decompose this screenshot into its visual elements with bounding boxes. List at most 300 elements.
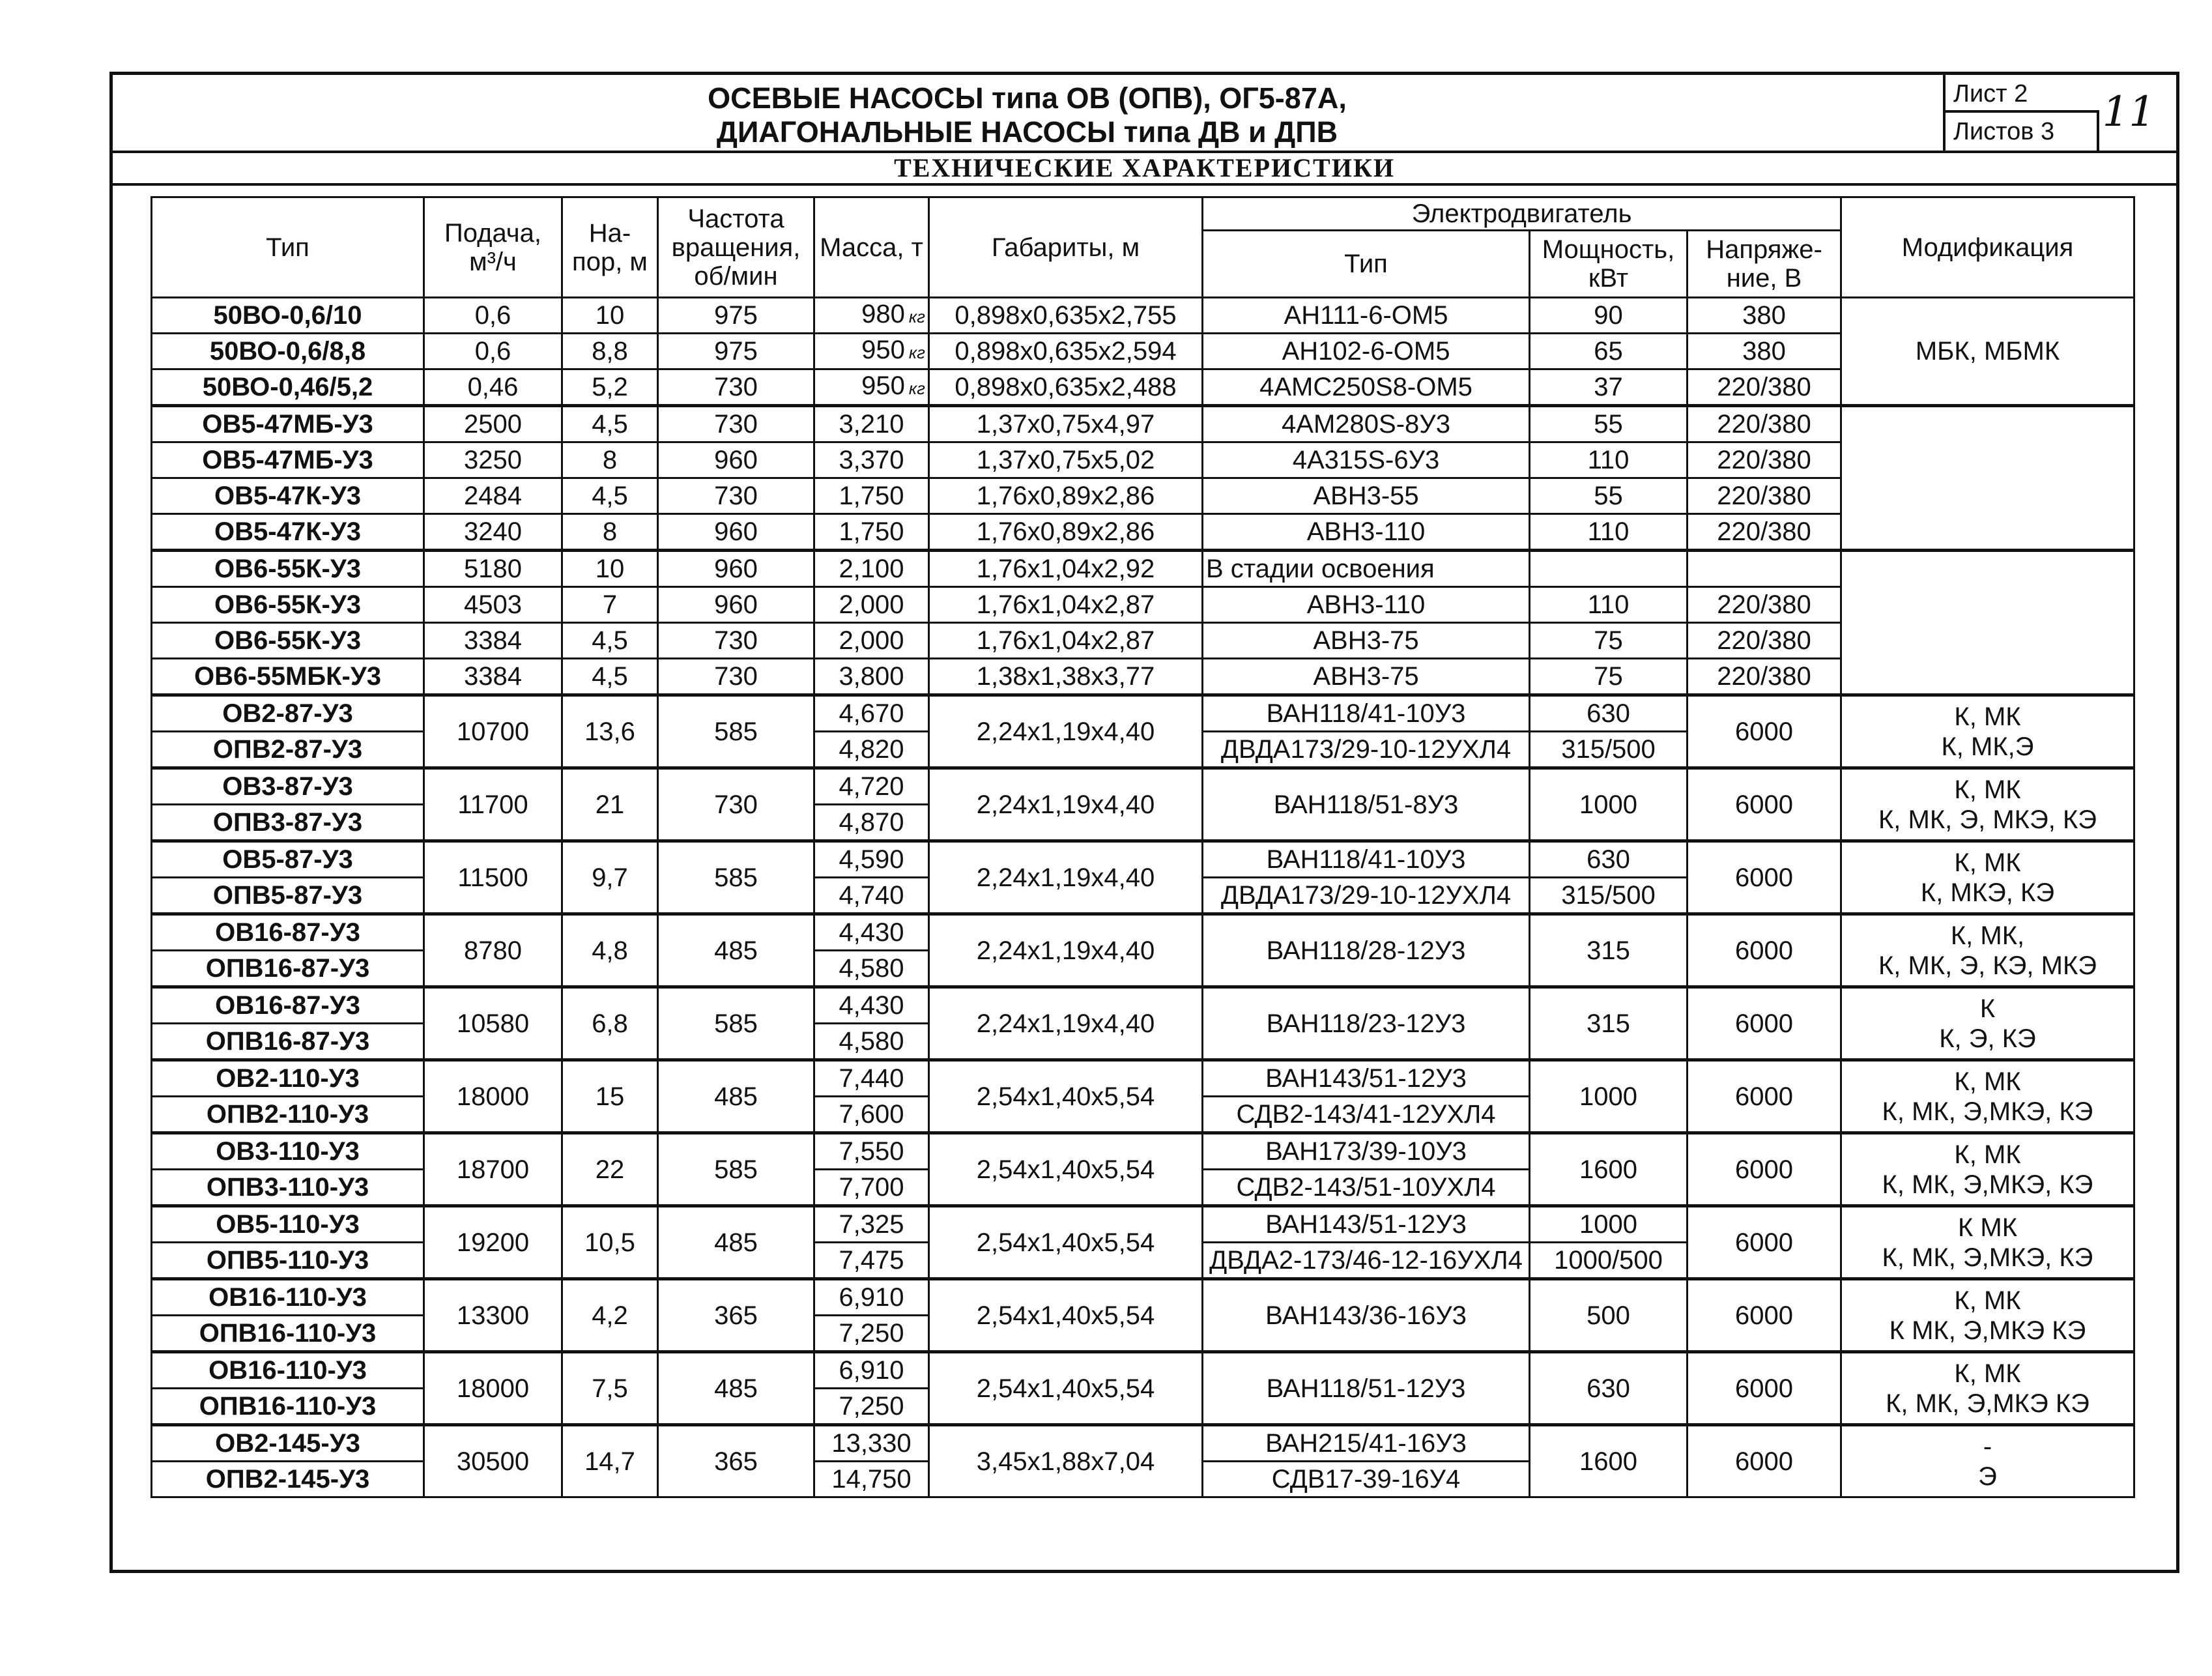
mass-value [814, 442, 929, 478]
mass-value: 7,325 [814, 1206, 929, 1243]
modification-value: МБК, МБМК [1841, 298, 2134, 406]
power-value: 315 [1530, 914, 1688, 987]
power-value: 55 [1530, 478, 1688, 514]
modification-value [1841, 695, 2134, 768]
col-modification: Модификация [1841, 197, 2134, 298]
voltage-value: 220/380 [1688, 659, 1841, 695]
modification-line: К, МК [1954, 775, 2021, 804]
mass-value: 7,250 [814, 1389, 929, 1425]
motor-type-value: СДВ17-39-16У4 [1203, 1462, 1530, 1497]
pump-type: ОВ5-47МБ-У3 [152, 406, 424, 442]
dims-value: 0,898х0,635х2,594 [929, 334, 1203, 369]
mass-value [814, 298, 929, 334]
mass-value: 7,250 [814, 1316, 929, 1352]
dims-value: 2,54х1,40х5,54 [929, 1279, 1203, 1352]
motor-type-value: ДВДА173/29-10-12УХЛ4 [1203, 878, 1530, 914]
modification-line: К, МК [1954, 1140, 2021, 1169]
motor-type-value: 4А315S-6У3 [1203, 442, 1530, 478]
table-row [152, 1060, 2134, 1097]
voltage-value: 220/380 [1688, 514, 1841, 551]
dims-value: 1,76х1,04х2,87 [929, 623, 1203, 659]
mass-value [814, 334, 929, 369]
dims-value: 2,54х1,40х5,54 [929, 1352, 1203, 1425]
dims-value: 0,898х0,635х2,755 [929, 298, 1203, 334]
speed-value: 585 [658, 695, 814, 768]
speed-value: 730 [658, 478, 814, 514]
mass-value: 4,820 [814, 732, 929, 768]
head-value: 4,5 [562, 623, 658, 659]
speed-value: 365 [658, 1279, 814, 1352]
modification-value [1841, 1279, 2134, 1352]
speed-value: 585 [658, 841, 814, 914]
power-value: 315 [1530, 987, 1688, 1060]
voltage-value: 6000 [1688, 841, 1841, 914]
specs-table-body [152, 298, 2134, 1497]
col-head: На-пор, м [562, 197, 658, 298]
pump-type: ОВ2-145-У3 [152, 1425, 424, 1462]
motor-type-value: ДВДА173/29-10-12УХЛ4 [1203, 732, 1530, 768]
modification-value [1841, 841, 2134, 914]
voltage-value: 220/380 [1688, 369, 1841, 406]
pump-type: ОПВ16-87-У3 [152, 1024, 424, 1060]
modification-line: - [1983, 1432, 1992, 1461]
flow-value: 10580 [424, 987, 562, 1060]
flow-value: 3384 [424, 623, 562, 659]
pump-type: ОВ16-87-У3 [152, 987, 424, 1024]
voltage-value: 6000 [1688, 1352, 1841, 1425]
pump-type: ОПВ2-110-У3 [152, 1097, 424, 1133]
mass-value: 7,700 [814, 1170, 929, 1206]
mass-value: 4,430 [814, 987, 929, 1024]
power-value: 630 [1530, 841, 1688, 878]
table-row [152, 514, 2134, 551]
mass-value [814, 551, 929, 587]
speed-value: 975 [658, 298, 814, 334]
mass-number: 950 [861, 336, 905, 364]
pump-type: ОПВ16-110-У3 [152, 1389, 424, 1425]
head-value: 9,7 [562, 841, 658, 914]
mass-value: 4,670 [814, 695, 929, 732]
power-value: 75 [1530, 623, 1688, 659]
dims-value: 1,37х0,75х4,97 [929, 406, 1203, 442]
dims-value: 2,24х1,19х4,40 [929, 914, 1203, 987]
motor-type-value: ВАН118/51-12У3 [1203, 1352, 1530, 1425]
pump-type: ОПВ5-110-У3 [152, 1243, 424, 1279]
modification-line: К, МК [1954, 1286, 2021, 1315]
modification-line: К, МК [1954, 702, 2021, 731]
motor-type-value: 4АМ280S-8У3 [1203, 406, 1530, 442]
head-value: 13,6 [562, 695, 658, 768]
motor-type-value: АВН3-110 [1203, 514, 1530, 551]
flow-value: 18000 [424, 1352, 562, 1425]
table-row [152, 406, 2134, 442]
modification-value [1841, 1352, 2134, 1425]
flow-value: 13300 [424, 1279, 562, 1352]
pump-type: ОВ5-47МБ-У3 [152, 442, 424, 478]
head-value: 6,8 [562, 987, 658, 1060]
modification-line: К, МК, Э, МКЭ, КЭ [1878, 805, 2097, 834]
voltage-value: 6000 [1688, 1060, 1841, 1133]
mass-number: 3,210 [839, 410, 904, 439]
col-power: Мощность, кВт [1530, 231, 1688, 298]
head-value: 10,5 [562, 1206, 658, 1279]
document-frame [109, 72, 2179, 1573]
head-value: 10 [562, 298, 658, 334]
table-row [152, 442, 2134, 478]
modification-line: К, МК, Э, КЭ, МКЭ [1878, 951, 2097, 980]
motor-type-value: ВАН118/41-10У3 [1203, 695, 1530, 732]
mass-number: 1,750 [839, 482, 904, 510]
flow-value: 8780 [424, 914, 562, 987]
modification-value [1841, 987, 2134, 1060]
table-row [152, 768, 2134, 805]
mass-value: 4,430 [814, 914, 929, 951]
table-row [152, 551, 2134, 587]
col-voltage: Напряже-ние, В [1688, 231, 1841, 298]
head-value: 5,2 [562, 369, 658, 406]
head-value: 10 [562, 551, 658, 587]
mass-value: 6,910 [814, 1352, 929, 1389]
power-value: 500 [1530, 1279, 1688, 1352]
table-row [152, 478, 2134, 514]
modification-line: К, МК, Э,МКЭ КЭ [1886, 1389, 2090, 1418]
pump-type: 50ВО-0,6/8,8 [152, 334, 424, 369]
dims-value: 2,24х1,19х4,40 [929, 841, 1203, 914]
mass-unit: кг [908, 307, 925, 326]
head-value: 7,5 [562, 1352, 658, 1425]
motor-type-value: АВН3-75 [1203, 623, 1530, 659]
modification-line: К, МК [1954, 1359, 2021, 1388]
specs-table [151, 196, 2135, 1498]
speed-value: 730 [658, 659, 814, 695]
col-speed: Частота вращения, об/мин [658, 197, 814, 298]
modification-line: К, МК, Э,МКЭ, КЭ [1882, 1097, 2093, 1126]
mass-number: 980 [861, 300, 905, 328]
col-flow: Подача, м³/ч [424, 197, 562, 298]
pump-type: ОВ6-55К-У3 [152, 623, 424, 659]
table-row [152, 587, 2134, 623]
voltage-value: 6000 [1688, 1206, 1841, 1279]
speed-value: 365 [658, 1425, 814, 1497]
motor-type-value: ВАН143/51-12У3 [1203, 1060, 1530, 1097]
motor-type-value: ВАН118/28-12У3 [1203, 914, 1530, 987]
dims-value: 1,76х0,89х2,86 [929, 478, 1203, 514]
col-mass: Масса, т [814, 197, 929, 298]
voltage-value: 220/380 [1688, 587, 1841, 623]
mass-value: 7,440 [814, 1060, 929, 1097]
pump-type: ОВ6-55К-У3 [152, 587, 424, 623]
power-value: 90 [1530, 298, 1688, 334]
dims-value: 1,76х1,04х2,87 [929, 587, 1203, 623]
pump-type: ОПВ3-87-У3 [152, 805, 424, 841]
dims-value: 2,54х1,40х5,54 [929, 1206, 1203, 1279]
pump-type: ОПВ16-87-У3 [152, 951, 424, 987]
dims-value: 1,38х1,38х3,77 [929, 659, 1203, 695]
voltage-value: 380 [1688, 334, 1841, 369]
mass-value: 7,600 [814, 1097, 929, 1133]
motor-type-value: ВАН118/41-10У3 [1203, 841, 1530, 878]
flow-value: 0,6 [424, 334, 562, 369]
speed-value: 960 [658, 442, 814, 478]
mass-value [814, 659, 929, 695]
head-value: 8,8 [562, 334, 658, 369]
mass-value [814, 478, 929, 514]
mass-value [814, 369, 929, 406]
modification-line: К, МКЭ, КЭ [1920, 878, 2055, 907]
sheet-number: Лист 2 [1946, 75, 2099, 113]
power-value: 1000 [1530, 1060, 1688, 1133]
flow-value: 4503 [424, 587, 562, 623]
pump-type: ОВ16-87-У3 [152, 914, 424, 951]
power-value: 110 [1530, 442, 1688, 478]
voltage-value: 6000 [1688, 1279, 1841, 1352]
dims-value: 2,54х1,40х5,54 [929, 1133, 1203, 1206]
pump-type: ОВ16-110-У3 [152, 1279, 424, 1316]
modification-line: К, МК, [1950, 921, 2025, 950]
flow-value: 18000 [424, 1060, 562, 1133]
modification-line: К, МК [1954, 848, 2021, 877]
power-value [1530, 551, 1688, 587]
voltage-value: 6000 [1688, 695, 1841, 768]
head-value: 8 [562, 442, 658, 478]
table-row [152, 987, 2134, 1024]
dims-value: 1,37х0,75х5,02 [929, 442, 1203, 478]
pump-type: ОВ5-47К-У3 [152, 478, 424, 514]
power-value: 630 [1530, 1352, 1688, 1425]
mass-number: 1,750 [839, 517, 904, 546]
mass-value: 7,550 [814, 1133, 929, 1170]
pump-type: ОВ5-47К-У3 [152, 514, 424, 551]
table-row [152, 334, 2134, 369]
flow-value: 0,6 [424, 298, 562, 334]
mass-number: 3,800 [839, 662, 904, 691]
modification-value [1841, 1133, 2134, 1206]
voltage-value: 220/380 [1688, 623, 1841, 659]
power-value: 630 [1530, 695, 1688, 732]
mass-value [814, 623, 929, 659]
modification-line: К, Э, КЭ [1939, 1024, 2036, 1053]
voltage-value [1688, 551, 1841, 587]
motor-type-value: АВН3-75 [1203, 659, 1530, 695]
speed-value: 485 [658, 914, 814, 987]
table-row [152, 841, 2134, 878]
voltage-value: 220/380 [1688, 406, 1841, 442]
voltage-value: 6000 [1688, 987, 1841, 1060]
dims-value: 2,24х1,19х4,40 [929, 768, 1203, 841]
voltage-value: 220/380 [1688, 478, 1841, 514]
mass-number: 2,100 [839, 555, 904, 583]
power-value: 65 [1530, 334, 1688, 369]
title-line-2: ДИАГОНАЛЬНЫЕ НАСОСЫ типа ДВ и ДПВ [716, 115, 1338, 149]
flow-value: 30500 [424, 1425, 562, 1497]
mass-value [814, 514, 929, 551]
table-row [152, 1425, 2134, 1462]
power-value: 1600 [1530, 1425, 1688, 1497]
speed-value: 960 [658, 551, 814, 587]
speed-value: 585 [658, 1133, 814, 1206]
mass-value [814, 587, 929, 623]
document-title [113, 81, 1942, 149]
mass-number: 2,000 [839, 590, 904, 619]
motor-type-value: ВАН118/51-8У3 [1203, 768, 1530, 841]
pump-type: ОВ6-55К-У3 [152, 551, 424, 587]
voltage-value: 6000 [1688, 1425, 1841, 1497]
table-row [152, 1133, 2134, 1170]
modification-line: К, МК, Э,МКЭ, КЭ [1882, 1170, 2093, 1199]
head-value: 4,8 [562, 914, 658, 987]
modification-line: К, МК [1954, 1067, 2021, 1096]
power-value: 37 [1530, 369, 1688, 406]
col-motor-group: Электродвигатель [1203, 197, 1841, 231]
col-dims: Габариты, м [929, 197, 1203, 298]
mass-value: 4,580 [814, 951, 929, 987]
modification-line: К [1979, 994, 1996, 1023]
table-row [152, 1206, 2134, 1243]
motor-type-value: АН111-6-ОМ5 [1203, 298, 1530, 334]
head-value: 7 [562, 587, 658, 623]
table-row [152, 369, 2134, 406]
head-value: 4,5 [562, 659, 658, 695]
voltage-value: 6000 [1688, 914, 1841, 987]
head-value: 14,7 [562, 1425, 658, 1497]
table-row [152, 623, 2134, 659]
modification-line: К МК, Э,МКЭ КЭ [1889, 1316, 2086, 1345]
pump-type: ОПВ2-145-У3 [152, 1462, 424, 1497]
mass-unit: кг [908, 379, 925, 398]
motor-type-value: 4АМС250S8-ОМ5 [1203, 369, 1530, 406]
motor-type-value: АВН3-110 [1203, 587, 1530, 623]
voltage-value: 6000 [1688, 768, 1841, 841]
col-type: Тип [152, 197, 424, 298]
head-value: 4,5 [562, 406, 658, 442]
power-value: 55 [1530, 406, 1688, 442]
mass-number: 2,000 [839, 626, 904, 655]
speed-value: 485 [658, 1352, 814, 1425]
motor-type-value: ДВДА2-173/46-12-16УХЛ4 [1203, 1243, 1530, 1279]
mass-unit: кг [908, 343, 925, 362]
motor-type-value: ВАН118/23-12У3 [1203, 987, 1530, 1060]
speed-value: 485 [658, 1206, 814, 1279]
modification-value [1841, 768, 2134, 841]
power-value: 315/500 [1530, 732, 1688, 768]
motor-type-value: ВАН173/39-10У3 [1203, 1133, 1530, 1170]
modification-value [1841, 1425, 2134, 1497]
pump-type: ОВ5-87-У3 [152, 841, 424, 878]
pump-type: 50ВО-0,6/10 [152, 298, 424, 334]
head-value: 4,2 [562, 1279, 658, 1352]
voltage-value: 220/380 [1688, 442, 1841, 478]
power-value: 110 [1530, 514, 1688, 551]
dims-value: 2,54х1,40х5,54 [929, 1060, 1203, 1133]
document-header [113, 75, 2176, 153]
mass-value: 4,740 [814, 878, 929, 914]
mass-value: 14,750 [814, 1462, 929, 1497]
sheets-total: Листов 3 [1946, 113, 2099, 151]
pump-type: 50ВО-0,46/5,2 [152, 369, 424, 406]
dims-value: 1,76х0,89х2,86 [929, 514, 1203, 551]
title-line-1: ОСЕВЫЕ НАСОСЫ типа ОВ (ОПВ), ОГ5-87А, [708, 81, 1347, 115]
pump-type: ОВ16-110-У3 [152, 1352, 424, 1389]
flow-value: 3384 [424, 659, 562, 695]
flow-value: 2484 [424, 478, 562, 514]
table-row [152, 298, 2134, 334]
power-value: 75 [1530, 659, 1688, 695]
mass-value: 6,910 [814, 1279, 929, 1316]
pump-type: ОПВ3-110-У3 [152, 1170, 424, 1206]
speed-value: 730 [658, 369, 814, 406]
flow-value: 3250 [424, 442, 562, 478]
table-row [152, 914, 2134, 951]
modification-value [1841, 1206, 2134, 1279]
pump-type: ОВ2-87-У3 [152, 695, 424, 732]
mass-value [814, 406, 929, 442]
dims-value: 2,24х1,19х4,40 [929, 987, 1203, 1060]
dims-value: 3,45х1,88х7,04 [929, 1425, 1203, 1497]
mass-number: 950 [861, 371, 905, 400]
table-row [152, 1279, 2134, 1316]
speed-value: 975 [658, 334, 814, 369]
flow-value: 10700 [424, 695, 562, 768]
flow-value: 3240 [424, 514, 562, 551]
dims-value: 2,24х1,19х4,40 [929, 695, 1203, 768]
power-value: 1000 [1530, 768, 1688, 841]
modification-line: К, МК, Э,МКЭ, КЭ [1882, 1243, 2093, 1272]
motor-type-value: АВН3-55 [1203, 478, 1530, 514]
speed-value: 960 [658, 514, 814, 551]
power-value: 315/500 [1530, 878, 1688, 914]
voltage-value: 380 [1688, 298, 1841, 334]
motor-type-value: СДВ2-143/51-10УХЛ4 [1203, 1170, 1530, 1206]
power-value: 1600 [1530, 1133, 1688, 1206]
col-motor-type: Тип [1203, 231, 1530, 298]
speed-value: 730 [658, 406, 814, 442]
flow-value: 11500 [424, 841, 562, 914]
dims-value: 1,76х1,04х2,92 [929, 551, 1203, 587]
speed-value: 730 [658, 623, 814, 659]
head-value: 21 [562, 768, 658, 841]
pump-type: ОВ3-87-У3 [152, 768, 424, 805]
modification-value [1841, 914, 2134, 987]
pump-type: ОВ5-110-У3 [152, 1206, 424, 1243]
pump-type: ОВ3-110-У3 [152, 1133, 424, 1170]
modification-value [1841, 1060, 2134, 1133]
flow-value: 0,46 [424, 369, 562, 406]
sheet-info [1943, 75, 2099, 151]
voltage-value: 6000 [1688, 1133, 1841, 1206]
pump-type: ОВ2-110-У3 [152, 1060, 424, 1097]
motor-type-value: ВАН143/36-16У3 [1203, 1279, 1530, 1352]
motor-type-value: СДВ2-143/41-12УХЛ4 [1203, 1097, 1530, 1133]
head-value: 8 [562, 514, 658, 551]
motor-type-value: ВАН143/51-12У3 [1203, 1206, 1530, 1243]
speed-value: 960 [658, 587, 814, 623]
speed-value: 730 [658, 768, 814, 841]
table-row [152, 659, 2134, 695]
motor-type-value: АН102-6-ОМ5 [1203, 334, 1530, 369]
head-value: 15 [562, 1060, 658, 1133]
flow-value: 18700 [424, 1133, 562, 1206]
mass-value: 4,720 [814, 768, 929, 805]
power-value: 1000/500 [1530, 1243, 1688, 1279]
motor-type-value: В стадии освоения [1203, 551, 1530, 587]
flow-value: 5180 [424, 551, 562, 587]
mass-number: 3,370 [839, 446, 904, 474]
mass-value: 7,475 [814, 1243, 929, 1279]
flow-value: 2500 [424, 406, 562, 442]
head-value: 22 [562, 1133, 658, 1206]
modification-value [1841, 406, 2134, 551]
modification-value [1841, 551, 2134, 695]
